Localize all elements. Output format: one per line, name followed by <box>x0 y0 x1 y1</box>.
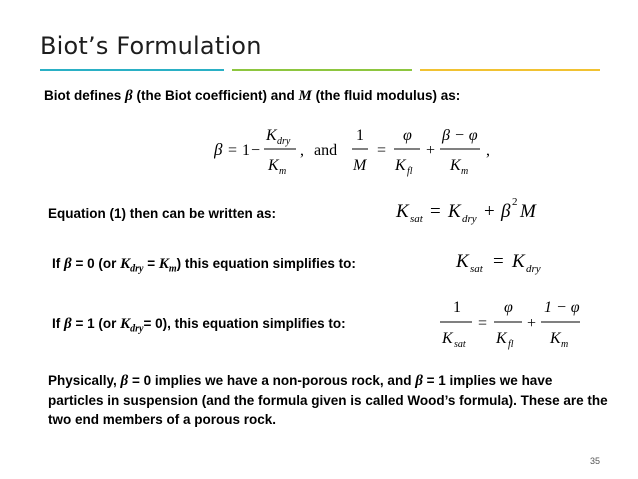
svg-text:β: β <box>214 140 223 159</box>
equation-rewrite-text: Equation (1) then can be written as: <box>48 206 277 221</box>
svg-text:K: K <box>448 201 461 222</box>
svg-text:=: = <box>430 201 441 222</box>
svg-text:=: = <box>478 315 488 332</box>
svg-text:=: = <box>377 142 387 159</box>
svg-text:K: K <box>496 330 507 347</box>
svg-text:+: + <box>527 315 537 332</box>
svg-text:1: 1 <box>242 142 250 159</box>
svg-text:sat: sat <box>410 213 423 225</box>
title-underline-teal <box>40 69 224 71</box>
svg-text:=: = <box>228 142 238 159</box>
svg-text:,: , <box>300 142 304 159</box>
svg-text:dry: dry <box>462 213 477 225</box>
svg-text:K: K <box>512 251 525 272</box>
svg-text:1: 1 <box>453 299 461 316</box>
biot-definition-text: Biot defines β (the Biot coefficient) and M (the fluid modulus) as: <box>44 88 461 104</box>
svg-text:K: K <box>442 330 453 347</box>
beta-zero-case-text: If β = 0 (or $K_{dry} = K_m$) this equation simplifies to: <box>52 256 356 275</box>
woods-formula-equation <box>436 292 586 359</box>
svg-text:=: = <box>493 251 504 272</box>
svg-text:β: β <box>501 201 511 222</box>
ksat-general-equation <box>394 193 554 232</box>
svg-text:,: , <box>486 142 490 159</box>
svg-text:fl: fl <box>407 166 413 177</box>
end-members-paragraph: Physically, β = 0 implies we have a non-porous rock, and β = 1 implies we have particles in suspension (and the formula given is called Wood’s formula). These are the two end members of a porous rock. <box>48 373 608 427</box>
svg-text:M: M <box>353 157 367 174</box>
svg-text:sat: sat <box>470 263 483 275</box>
svg-text:K: K <box>396 201 409 222</box>
svg-text:fl: fl <box>508 339 514 350</box>
svg-text:+: + <box>426 142 436 159</box>
svg-text:β − φ: β − φ <box>442 127 478 144</box>
ksat-dry-equation <box>454 243 574 282</box>
svg-text:K: K <box>456 251 469 272</box>
slide-title: Biot’s Formulation <box>40 32 262 60</box>
svg-text:m: m <box>461 166 469 177</box>
beta-one-case-text: If β = 1 (or $K_{dry}= 0$), this equation simplifies to: <box>52 316 346 335</box>
svg-text:sat: sat <box>454 339 466 350</box>
svg-text:dry: dry <box>277 136 291 147</box>
title-underline-green <box>232 69 412 71</box>
svg-text:K: K <box>450 157 461 174</box>
svg-text:+: + <box>484 201 495 222</box>
svg-text:K: K <box>268 157 279 174</box>
svg-text:−: − <box>251 142 261 159</box>
svg-text:1 − φ: 1 − φ <box>544 299 580 316</box>
svg-text:K: K <box>266 127 277 144</box>
svg-text:K: K <box>550 330 561 347</box>
svg-text:φ: φ <box>504 299 513 316</box>
svg-text:M: M <box>520 201 536 222</box>
svg-text:K: K <box>395 157 406 174</box>
svg-text:m: m <box>279 166 287 177</box>
svg-text:m: m <box>561 339 569 350</box>
svg-text:dry: dry <box>526 263 541 275</box>
title-underline-yellow <box>420 69 600 71</box>
page-number: 35 <box>589 456 600 466</box>
biot-definition-equation <box>214 118 504 185</box>
svg-text:2: 2 <box>512 196 518 208</box>
svg-text:and: and <box>314 142 338 159</box>
svg-text:φ: φ <box>403 127 412 144</box>
svg-text:1: 1 <box>356 127 364 144</box>
